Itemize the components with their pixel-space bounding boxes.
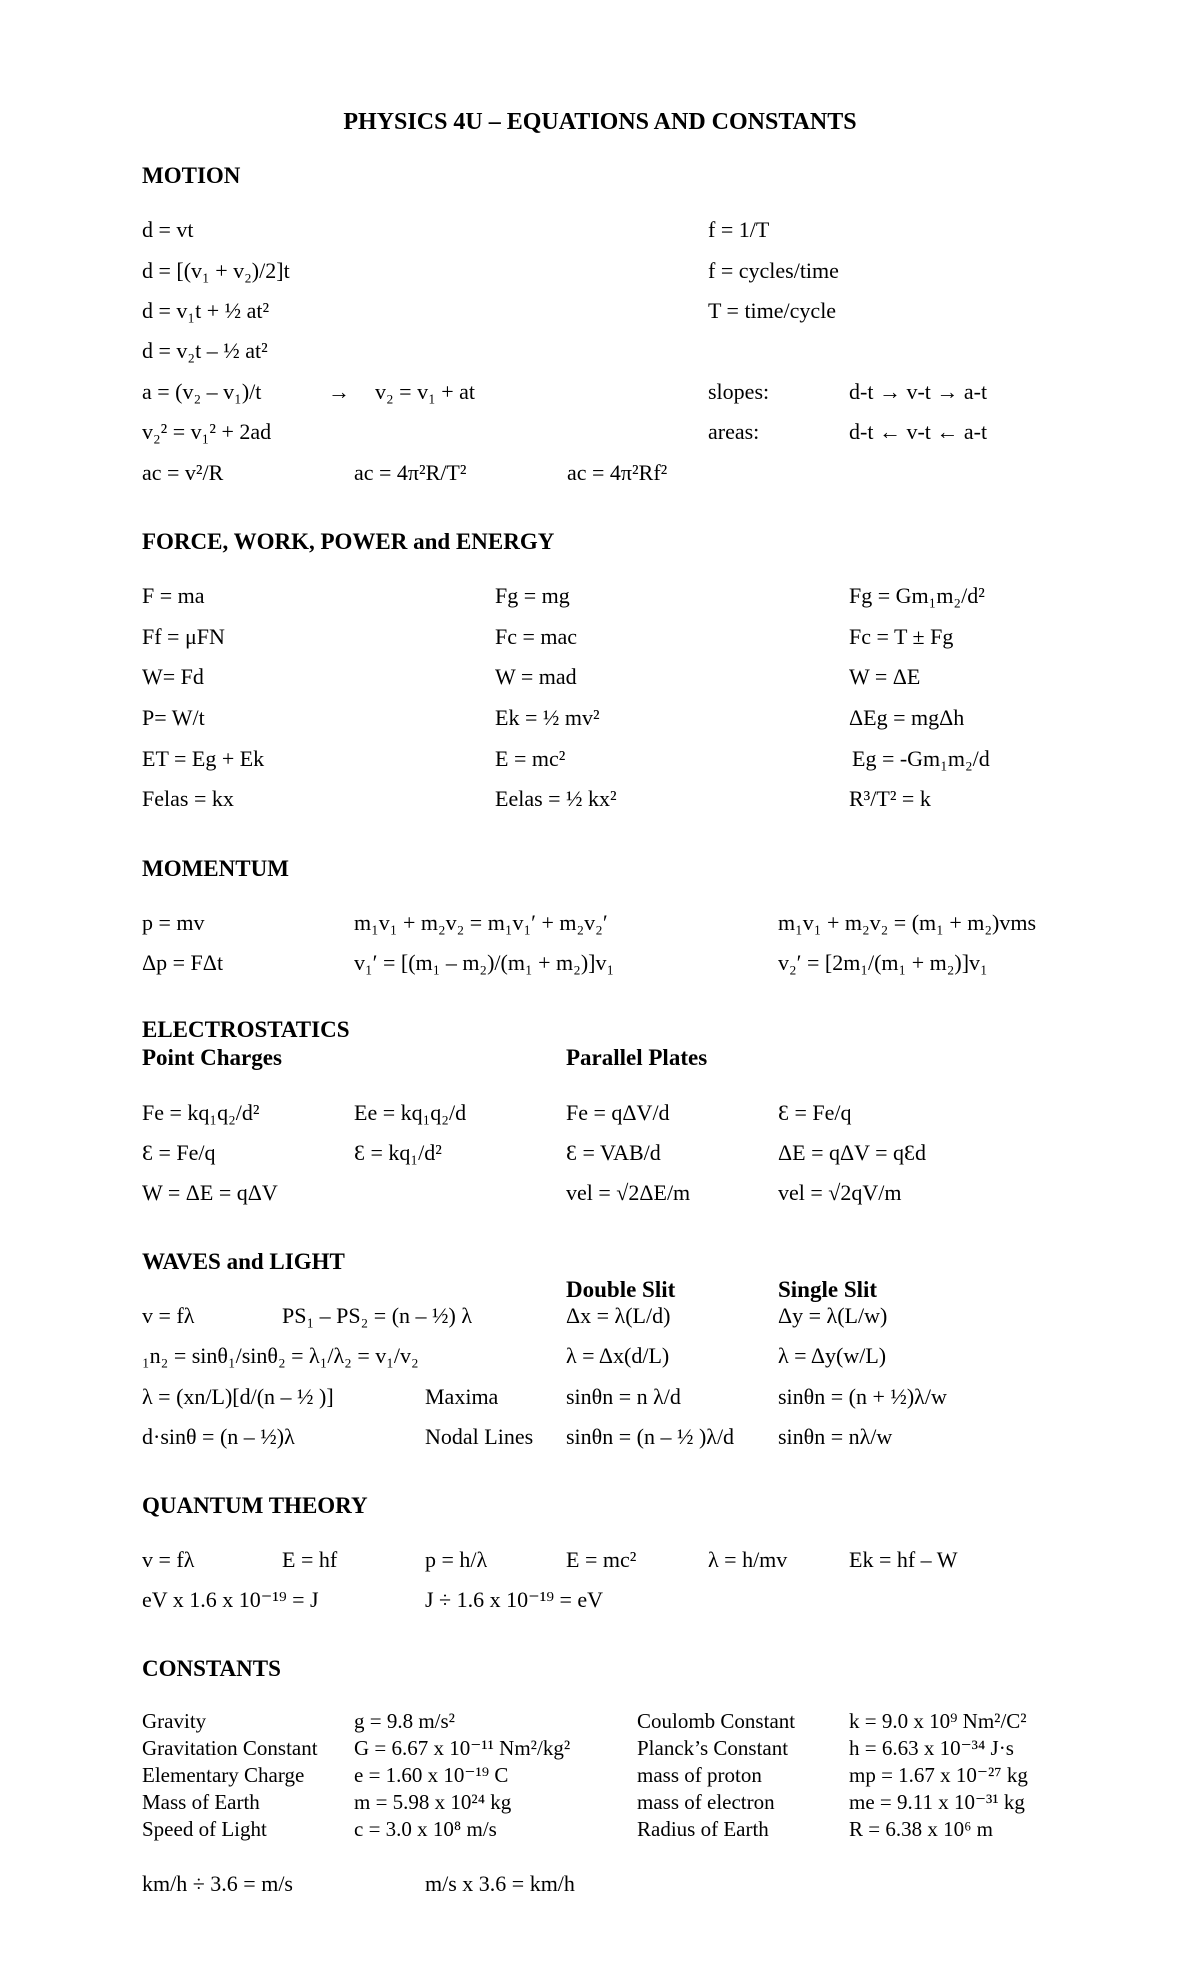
equation: E = mc² [566,1547,637,1572]
force-heading: FORCE, WORK, POWER and ENERGY [142,529,555,554]
equation: PS₁ – PS₂ = (n – ½) λ [282,1303,473,1328]
constant-name: Elementary Charge [142,1763,305,1787]
constant-value: c = 3.0 x 10⁸ m/s [354,1817,497,1841]
equation: Ek = hf – W [849,1547,958,1572]
parallel-plates-heading: Parallel Plates [566,1045,708,1070]
constant-name: Planck’s Constant [637,1736,789,1760]
arrow-icon: → [328,379,350,404]
constant-name: Mass of Earth [142,1790,260,1814]
equation: Eelas = ½ kx² [495,786,617,811]
equation: d = [(v₁ + v₂)/2]t [142,258,290,283]
equation: Eg = -Gm₁m₂/d [852,746,990,771]
equation: Fg = Gm₁m₂/d² [849,583,985,608]
equation: aс = v²/R [142,460,224,485]
equation: Fe = kq₁q₂/d² [142,1100,260,1125]
equation: d = vt [142,217,194,242]
equation: v = fλ [142,1303,195,1328]
quantum-heading: QUANTUM THEORY [142,1493,368,1518]
equation: Ɛ = Fe/q [778,1100,852,1125]
equation: J ÷ 1.6 x 10⁻¹⁹ = eV [425,1587,604,1612]
equation: v₁′ = [(m₁ – m₂)/(m₁ + m₂)]v₁ [354,950,615,975]
slopes-value: d-t → v-t → a-t [849,379,988,404]
equation: Δx = λ(L/d) [566,1303,671,1328]
equation: Ɛ = kq₁/d² [354,1140,442,1165]
equation: aс = 4π²Rf² [567,460,668,485]
constant-value: m = 5.98 x 10²⁴ kg [354,1790,512,1814]
equation: W = ΔE [849,664,921,689]
equation: p = h/λ [425,1547,488,1572]
equation: ₁n₂ = sinθ₁/sinθ₂ = λ₁/λ₂ = v₁/v₂ [142,1343,419,1368]
equation: d = v₂t – ½ at² [142,338,268,363]
equation: E = mc² [495,746,566,771]
constant-name: Gravity [142,1709,207,1733]
equation: Δy = λ(L/w) [778,1303,888,1328]
equation: Fc = T ± Fg [849,624,954,649]
equation: ΔEg = mgΔh [849,705,965,730]
equation: v₂′ = [2m₁/(m₁ + m₂)]v₁ [778,950,988,975]
equation: Δp = FΔt [142,950,224,975]
constant-name: Speed of Light [142,1817,267,1841]
constant-name: Radius of Earth [637,1817,769,1841]
equation: λ = (xn/L)[d/(n – ½ )] [142,1384,334,1409]
equation: F = ma [142,583,205,608]
equation: λ = h/mv [708,1547,788,1572]
constant-name: mass of proton [637,1763,762,1787]
areas-label: areas: [708,419,760,444]
equation: E = hf [282,1547,338,1572]
electrostatics-heading: ELECTROSTATICS [142,1017,350,1042]
equation: eV x 1.6 x 10⁻¹⁹ = J [142,1587,319,1612]
constants-heading: CONSTANTS [142,1656,281,1681]
equation: p = mv [142,910,205,935]
equation: λ = Δy(w/L) [778,1343,887,1368]
equation: Fg = mg [495,583,570,608]
equation: R³/T² = k [849,786,931,811]
equation: Fc = mac [495,624,578,649]
constant-value: k = 9.0 x 10⁹ Nm²/C² [849,1709,1027,1733]
equation: vel = √2ΔE/m [566,1180,691,1205]
motion-heading: MOTION [142,163,241,188]
equation: W = mad [495,664,577,689]
equation: d = v₁t + ½ at² [142,298,270,323]
equation: v = fλ [142,1547,195,1572]
equation: Ff = μFN [142,624,225,649]
constant-value: e = 1.60 x 10⁻¹⁹ C [354,1763,509,1787]
point-charges-heading: Point Charges [142,1045,282,1070]
equation: Ek = ½ mv² [495,705,600,730]
equation: aс = 4π²R/T² [354,460,467,485]
page-title: PHYSICS 4U – EQUATIONS AND CONSTANTS [343,109,857,135]
equation: sinθn = (n + ½)λ/w [778,1384,947,1409]
constant-value: me = 9.11 x 10⁻³¹ kg [849,1790,1025,1814]
maxima-label: Maxima [425,1384,499,1409]
equation: T = time/cycle [708,298,837,323]
constant-value: h = 6.63 x 10⁻³⁴ J·s [849,1736,1014,1760]
equation: Ɛ = Fe/q [142,1140,216,1165]
slopes-label: slopes: [708,379,770,404]
nodal-lines-label: Nodal Lines [425,1424,534,1449]
constant-value: G = 6.67 x 10⁻¹¹ Nm²/kg² [354,1736,571,1760]
equation: W= Fd [142,664,204,689]
equation: f = 1/T [708,217,770,242]
conversion: m/s x 3.6 = km/h [425,1871,575,1896]
conversion: km/h ÷ 3.6 = m/s [142,1871,293,1896]
equation: d·sinθ = (n – ½)λ [142,1424,295,1449]
constant-value: R = 6.38 x 10⁶ m [849,1817,994,1841]
constant-name: Coulomb Constant [637,1709,796,1733]
constant-value: g = 9.8 m/s² [354,1709,455,1733]
equation: Ɛ = VAB/d [566,1140,661,1165]
momentum-heading: MOMENTUM [142,856,289,881]
double-slit-heading: Double Slit [566,1277,676,1302]
equation: v₂² = v₁² + 2ad [142,419,272,444]
equation: P= W/t [142,705,205,730]
waves-heading: WAVES and LIGHT [142,1249,345,1274]
single-slit-heading: Single Slit [778,1277,878,1302]
equation: sinθn = (n – ½ )λ/d [566,1424,735,1449]
equation: v₂ = v₁ + at [375,379,476,404]
equation: Ee = kq₁q₂/d [354,1100,467,1125]
equation: m₁v₁ + m₂v₂ = (m₁ + m₂)vms [778,910,1037,935]
equation: Felas = kx [142,786,234,811]
constant-name: mass of electron [637,1790,775,1814]
equation: sinθn = nλ/w [778,1424,893,1449]
constant-value: mp = 1.67 x 10⁻²⁷ kg [849,1763,1028,1787]
equation: vel = √2qV/m [778,1180,902,1205]
equation: W = ΔE = qΔV [142,1180,278,1205]
equation: Fe = qΔV/d [566,1100,670,1125]
equation: λ = Δx(d/L) [566,1343,670,1368]
equation: sinθn = n λ/d [566,1384,681,1409]
equation: m₁v₁ + m₂v₂ = m₁v₁′ + m₂v₂′ [354,910,608,935]
equation: ET = Eg + Ek [142,746,265,771]
constant-name: Gravitation Constant [142,1736,318,1760]
equation: ΔE = qΔV = qƐd [778,1140,927,1165]
areas-value: d-t ← v-t ← a-t [849,419,988,444]
equation: a = (v₂ – v₁)/t [142,379,262,404]
equation: f = cycles/time [708,258,839,283]
